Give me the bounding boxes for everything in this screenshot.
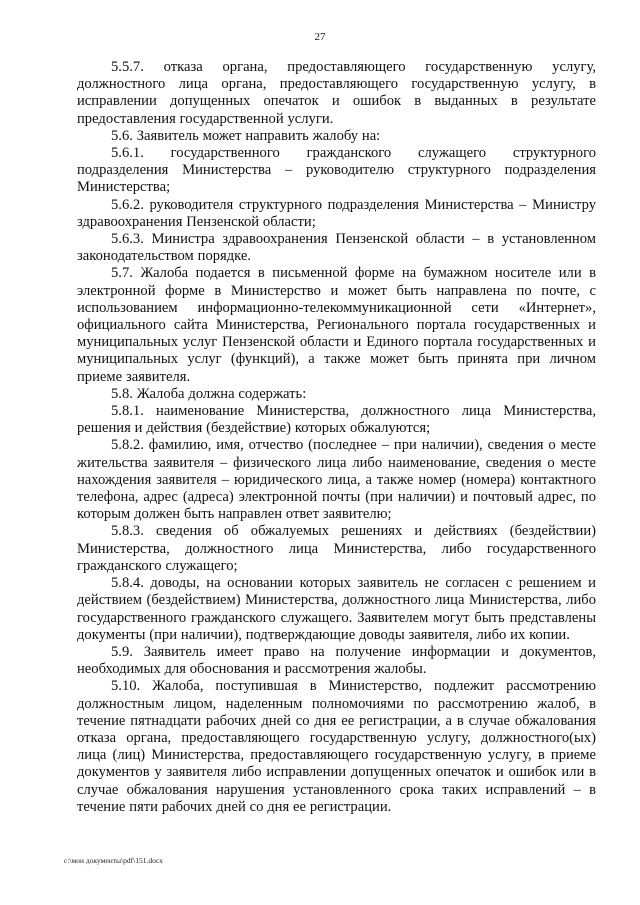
paragraph-5-9: 5.9. Заявитель имеет право на получение информации и документов, необходимых для обоснования и рассмотрения жалобы.	[77, 643, 596, 678]
paragraph-5-5-7: 5.5.7. отказа органа, предоставляющего государственную услугу, должностного лица органа, предоставляющего государственную услугу, в исправлении допущенных опечаток и ошибок в выданных в результате предоставления государственной услуги.	[77, 59, 596, 127]
paragraph-5-7: 5.7. Жалоба подается в письменной форме на бумажном носителе или в электронной форме в Министерство и может быть направлена по почте, с использованием информационно-телекоммуникационной сети «Интернет», официального сайта Министерства, Регионального портала государственных и муниципальных услуг Пензенской области и Единого портала государственных и муниципальных услуг (функций), а также может быть принята при личном приеме заявителя.	[77, 265, 596, 385]
paragraph-5-8: 5.8. Жалоба должна содержать:	[111, 385, 307, 402]
paragraph-5-6: 5.6. Заявитель может направить жалобу на:	[111, 127, 381, 144]
paragraph-5-6-2: 5.6.2. руководителя структурного подразделения Министерства – Министру здравоохранения Пензенской области;	[77, 196, 596, 230]
paragraph-5-8-2: 5.8.2. фамилию, имя, отчество (последнее – при наличии), сведения о месте жительства заявителя – физического лица либо наименование, сведения о месте нахождения заявителя – юридического лица, а также номер (номера) контактного телефона, адрес (адреса) электронной почты (при наличии) и почтовый адрес, по которым должен быть направлен ответ заявителю;	[77, 437, 596, 523]
footer-file-path: c:\мои документы\pdf\151.docx	[64, 856, 163, 865]
paragraph-5-6-3: 5.6.3. Министра здравоохранения Пензенской области – в установленном законодательством порядке.	[77, 231, 596, 265]
paragraph-5-8-3: 5.8.3. сведения об обжалуемых решениях и действиях (бездействии) Министерства, должностного лица Министерства, либо государственного гражданского служащего;	[77, 523, 596, 574]
document-body	[77, 59, 596, 816]
paragraph-5-10: 5.10. Жалоба, поступившая в Министерство, подлежит рассмотрению должностным лицом, наделенным полномочиями по рассмотрению жалоб, в течение пятнадцати рабочих дней со дня ее регистрации, а в случае обжалования отказа органа, предоставляющего государственную услугу, должностного(ых) лица (лиц) Министерства, предоставляющего государственную услугу, в приеме документов у заявителя либо исправлении допущенных опечаток и ошибок или в случае обжалования нарушения установленного срока таких исправлений – в течение пяти рабочих дней со дня ее регистрации.	[77, 678, 596, 815]
paragraph-5-6-1: 5.6.1. государственного гражданского служащего структурного подразделения Министерства – руководителю структурного подразделения Министерства;	[77, 145, 596, 196]
paragraph-5-8-1: 5.8.1. наименование Министерства, должностного лица Министерства, решения и действия (бездействие) которых обжалуются;	[77, 403, 596, 437]
paragraph-5-8-4: 5.8.4. доводы, на основании которых заявитель не согласен с решением и действием (бездействием) Министерства, должностного лица Министерства, либо государственного гражданского служащего. Заявителем могут быть представлены документы (при наличии), подтверждающие доводы заявителя, либо их копии.	[77, 575, 596, 643]
page-number: 27	[314, 31, 326, 43]
